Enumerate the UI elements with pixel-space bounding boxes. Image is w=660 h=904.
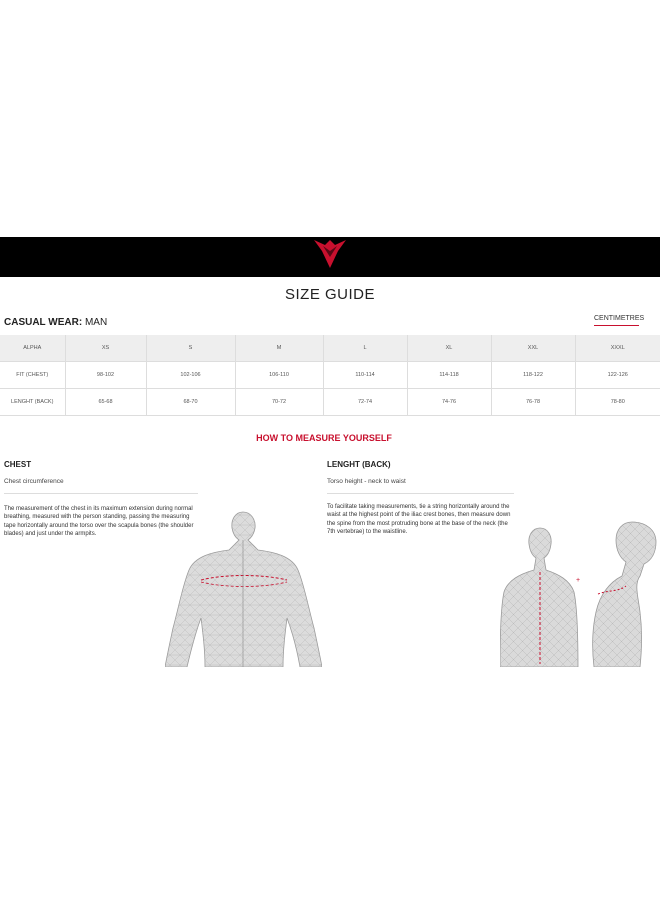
table-header-row (0, 335, 660, 362)
back-measure-illustration (500, 520, 660, 667)
gender-label: MAN (84, 317, 108, 328)
table-header-cell: XL (407, 335, 491, 362)
table-header-cell: XXXL (575, 335, 660, 362)
table-cell: LENGHT (BACK) (0, 389, 65, 416)
table-cell: 72-74 (323, 389, 407, 416)
chest-subtitle: Chest circumference (4, 478, 64, 485)
length-heading: LENGHT (BACK) (327, 460, 391, 469)
table-cell: 65-68 (65, 389, 146, 416)
table-cell: 74-76 (407, 389, 491, 416)
table-header-cell: M (235, 335, 323, 362)
length-divider (327, 493, 514, 494)
table-cell: 78-80 (575, 389, 660, 416)
category-label: CASUAL WEAR: (4, 317, 83, 328)
table-cell: 70-72 (235, 389, 323, 416)
table-cell: 68-70 (146, 389, 235, 416)
length-description: To facilitate taking measurements, tie a string horizontally around the waist at the highest point of the iliac crest bones, then measure down the spine from the most protruding bone at the base of the neck (the 7th vertebrae) to the waistline. (327, 504, 511, 536)
chest-description: The measurement of the chest in its maximum extension during normal breathing, measured with the person standing, passing the measuring tape horizontally around the torso over the scapula bones (the shoulder blades) and just under the armpits. (4, 506, 194, 538)
section-title (4, 317, 107, 328)
table-cell: 118-122 (491, 362, 575, 389)
table-header-cell: S (146, 335, 235, 362)
table-cell: 98-102 (65, 362, 146, 389)
table-header-cell: XS (65, 335, 146, 362)
table-cell: 114-118 (407, 362, 491, 389)
table-cell: 106-110 (235, 362, 323, 389)
unit-tab-underline (594, 325, 639, 326)
table-cell: 110-114 (323, 362, 407, 389)
torso-front-measure-illustration (165, 510, 322, 667)
unit-tab-centimetres[interactable]: CENTIMETRES (594, 315, 645, 322)
size-table (0, 335, 660, 416)
table-header-cell: ALPHA (0, 335, 65, 362)
table-cell: 76-78 (491, 389, 575, 416)
chest-divider (4, 493, 198, 494)
length-subtitle: Torso height - neck to waist (327, 478, 406, 485)
table-row (0, 389, 660, 416)
table-row (0, 362, 660, 389)
table-cell: 102-106 (146, 362, 235, 389)
table-header-cell: L (323, 335, 407, 362)
page-title: SIZE GUIDE (284, 286, 375, 303)
svg-text:+: + (576, 577, 581, 584)
chest-heading: CHEST (4, 460, 32, 469)
table-cell: FIT (CHEST) (0, 362, 65, 389)
dainese-demon-logo-icon[interactable] (312, 237, 348, 270)
how-to-measure-heading: HOW TO MEASURE YOURSELF (256, 433, 392, 443)
table-header-cell: XXL (491, 335, 575, 362)
table-cell: 122-126 (575, 362, 660, 389)
